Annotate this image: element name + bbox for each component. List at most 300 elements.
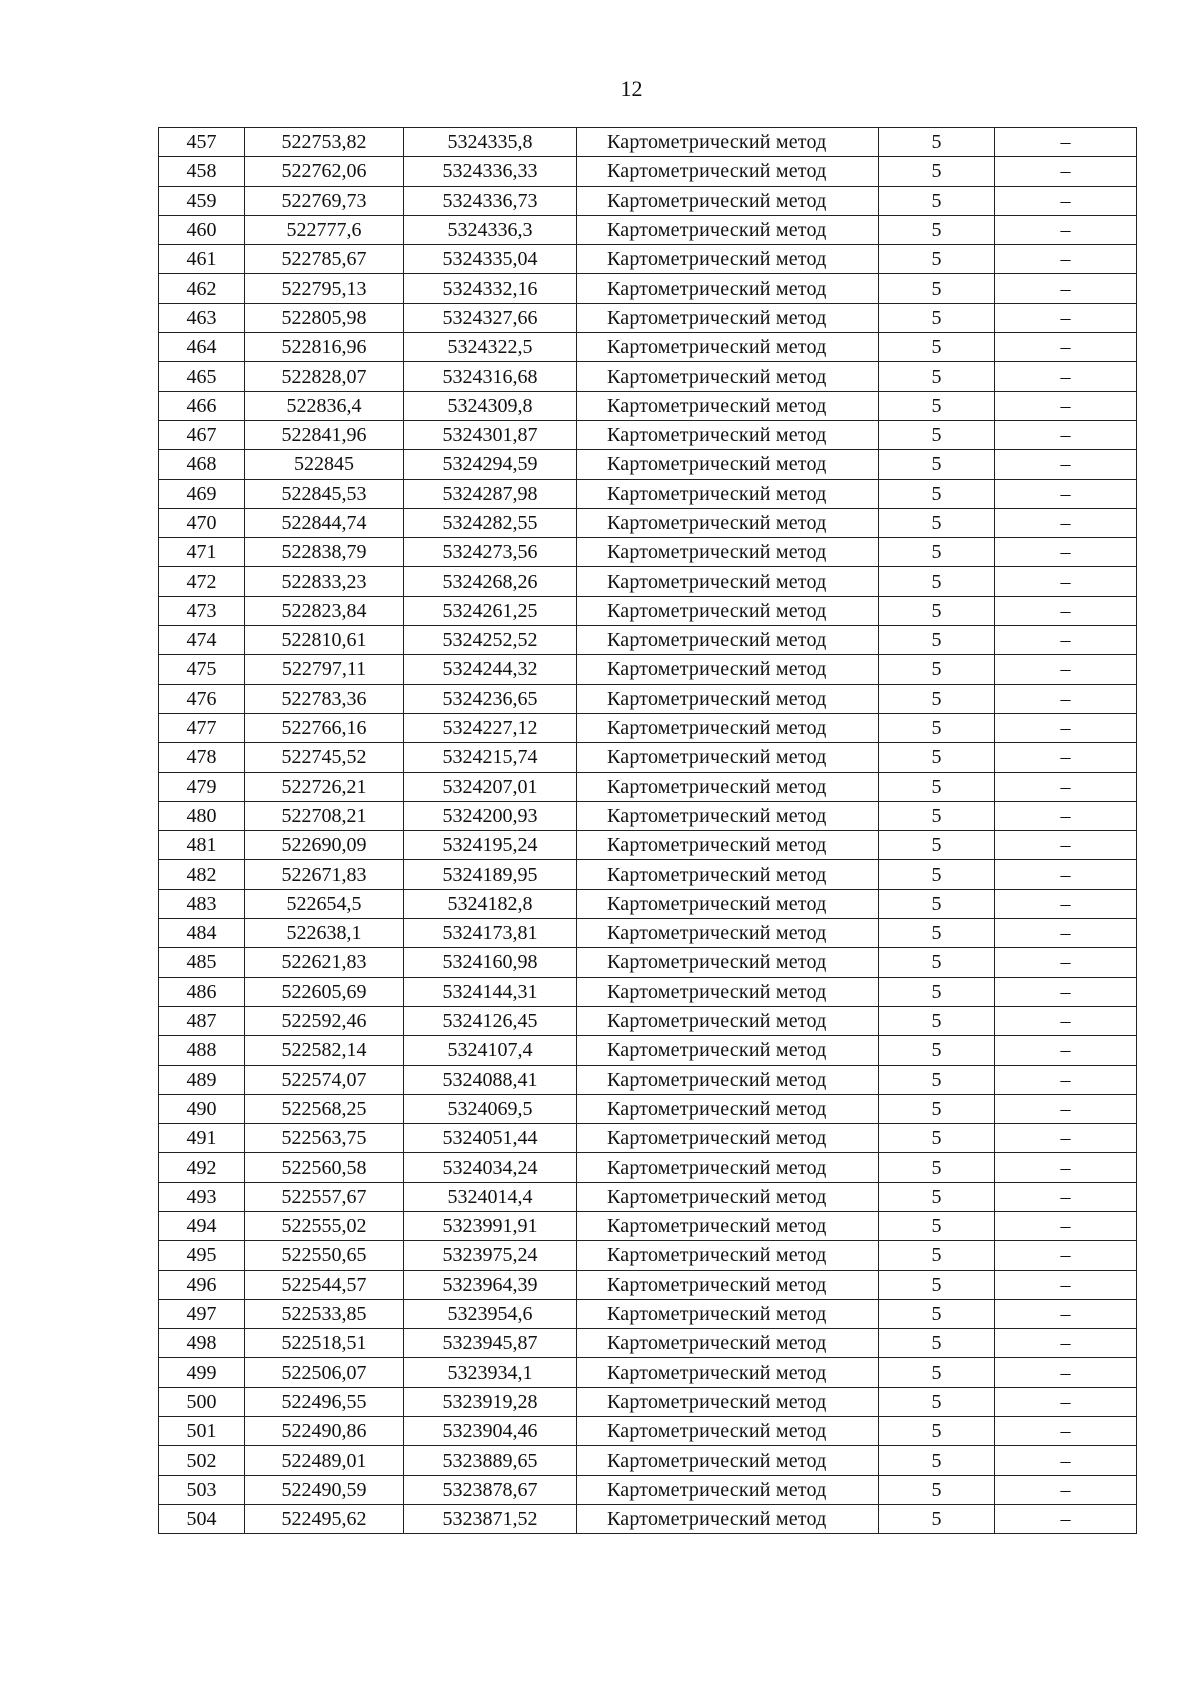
description-cell: – [995, 1211, 1137, 1240]
x-coordinate-cell: 522690,09 [245, 831, 404, 860]
y-coordinate-cell: 5324173,81 [404, 919, 577, 948]
method-cell: Картометрический метод [577, 596, 879, 625]
table-row [159, 626, 1137, 655]
x-coordinate-cell: 522836,4 [245, 391, 404, 420]
method-cell: Картометрический метод [577, 508, 879, 537]
description-cell: – [995, 1417, 1137, 1446]
accuracy-cell: 5 [879, 245, 995, 274]
description-cell: – [995, 1124, 1137, 1153]
method-cell: Картометрический метод [577, 772, 879, 801]
description-cell: – [995, 1182, 1137, 1211]
y-coordinate-cell: 5324336,33 [404, 157, 577, 186]
y-coordinate-cell: 5324069,5 [404, 1094, 577, 1123]
y-coordinate-cell: 5324215,74 [404, 743, 577, 772]
table-row [159, 860, 1137, 889]
table-row [159, 1065, 1137, 1094]
point-number-cell: 459 [159, 186, 245, 215]
x-coordinate-cell: 522845,53 [245, 479, 404, 508]
method-cell: Картометрический метод [577, 1065, 879, 1094]
y-coordinate-cell: 5324301,87 [404, 420, 577, 449]
y-coordinate-cell: 5324336,3 [404, 215, 577, 244]
method-cell: Картометрический метод [577, 1358, 879, 1387]
y-coordinate-cell: 5324051,44 [404, 1124, 577, 1153]
accuracy-cell: 5 [879, 1270, 995, 1299]
description-cell: – [995, 1153, 1137, 1182]
point-number-cell: 495 [159, 1241, 245, 1270]
description-cell: – [995, 1358, 1137, 1387]
method-cell: Картометрический метод [577, 1446, 879, 1475]
y-coordinate-cell: 5324252,52 [404, 626, 577, 655]
method-cell: Картометрический метод [577, 1124, 879, 1153]
accuracy-cell: 5 [879, 1475, 995, 1504]
method-cell: Картометрический метод [577, 215, 879, 244]
method-cell: Картометрический метод [577, 567, 879, 596]
accuracy-cell: 5 [879, 538, 995, 567]
x-coordinate-cell: 522557,67 [245, 1182, 404, 1211]
description-cell: – [995, 655, 1137, 684]
x-coordinate-cell: 522544,57 [245, 1270, 404, 1299]
method-cell: Картометрический метод [577, 1036, 879, 1065]
y-coordinate-cell: 5324144,31 [404, 977, 577, 1006]
description-cell: – [995, 860, 1137, 889]
point-number-cell: 500 [159, 1387, 245, 1416]
description-cell: – [995, 1006, 1137, 1035]
description-cell: – [995, 801, 1137, 830]
method-cell: Картометрический метод [577, 1299, 879, 1328]
description-cell: – [995, 831, 1137, 860]
y-coordinate-cell: 5324327,66 [404, 303, 577, 332]
accuracy-cell: 5 [879, 420, 995, 449]
x-coordinate-cell: 522605,69 [245, 977, 404, 1006]
x-coordinate-cell: 522518,51 [245, 1329, 404, 1358]
description-cell: – [995, 977, 1137, 1006]
accuracy-cell: 5 [879, 1504, 995, 1533]
table-row [159, 215, 1137, 244]
method-cell: Картометрический метод [577, 889, 879, 918]
point-number-cell: 473 [159, 596, 245, 625]
accuracy-cell: 5 [879, 801, 995, 830]
method-cell: Картометрический метод [577, 362, 879, 391]
point-number-cell: 466 [159, 391, 245, 420]
accuracy-cell: 5 [879, 889, 995, 918]
x-coordinate-cell: 522621,83 [245, 948, 404, 977]
method-cell: Картометрический метод [577, 1006, 879, 1035]
point-number-cell: 469 [159, 479, 245, 508]
accuracy-cell: 5 [879, 1182, 995, 1211]
point-number-cell: 502 [159, 1446, 245, 1475]
point-number-cell: 477 [159, 713, 245, 742]
method-cell: Картометрический метод [577, 1417, 879, 1446]
method-cell: Картометрический метод [577, 245, 879, 274]
table-row [159, 157, 1137, 186]
method-cell: Картометрический метод [577, 948, 879, 977]
table-row [159, 362, 1137, 391]
y-coordinate-cell: 5324332,16 [404, 274, 577, 303]
point-number-cell: 504 [159, 1504, 245, 1533]
y-coordinate-cell: 5323934,1 [404, 1358, 577, 1387]
accuracy-cell: 5 [879, 274, 995, 303]
accuracy-cell: 5 [879, 919, 995, 948]
point-number-cell: 475 [159, 655, 245, 684]
method-cell: Картометрический метод [577, 479, 879, 508]
x-coordinate-cell: 522828,07 [245, 362, 404, 391]
coordinates-table [158, 127, 1137, 1534]
accuracy-cell: 5 [879, 1065, 995, 1094]
table-row [159, 684, 1137, 713]
y-coordinate-cell: 5323904,46 [404, 1417, 577, 1446]
method-cell: Картометрический метод [577, 684, 879, 713]
point-number-cell: 458 [159, 157, 245, 186]
y-coordinate-cell: 5323954,6 [404, 1299, 577, 1328]
y-coordinate-cell: 5323964,39 [404, 1270, 577, 1299]
point-number-cell: 486 [159, 977, 245, 1006]
point-number-cell: 465 [159, 362, 245, 391]
table-row [159, 1358, 1137, 1387]
accuracy-cell: 5 [879, 1417, 995, 1446]
description-cell: – [995, 391, 1137, 420]
accuracy-cell: 5 [879, 1387, 995, 1416]
description-cell: – [995, 420, 1137, 449]
point-number-cell: 494 [159, 1211, 245, 1240]
point-number-cell: 482 [159, 860, 245, 889]
table-row [159, 1153, 1137, 1182]
y-coordinate-cell: 5323991,91 [404, 1211, 577, 1240]
point-number-cell: 497 [159, 1299, 245, 1328]
method-cell: Картометрический метод [577, 1329, 879, 1358]
x-coordinate-cell: 522810,61 [245, 626, 404, 655]
method-cell: Картометрический метод [577, 860, 879, 889]
accuracy-cell: 5 [879, 1446, 995, 1475]
table-row [159, 713, 1137, 742]
y-coordinate-cell: 5323889,65 [404, 1446, 577, 1475]
point-number-cell: 467 [159, 420, 245, 449]
description-cell: – [995, 157, 1137, 186]
method-cell: Картометрический метод [577, 274, 879, 303]
point-number-cell: 464 [159, 333, 245, 362]
accuracy-cell: 5 [879, 186, 995, 215]
y-coordinate-cell: 5324088,41 [404, 1065, 577, 1094]
method-cell: Картометрический метод [577, 977, 879, 1006]
accuracy-cell: 5 [879, 508, 995, 537]
point-number-cell: 468 [159, 450, 245, 479]
y-coordinate-cell: 5323919,28 [404, 1387, 577, 1416]
x-coordinate-cell: 522841,96 [245, 420, 404, 449]
description-cell: – [995, 1475, 1137, 1504]
description-cell: – [995, 479, 1137, 508]
y-coordinate-cell: 5324287,98 [404, 479, 577, 508]
table-row [159, 1270, 1137, 1299]
x-coordinate-cell: 522783,36 [245, 684, 404, 713]
description-cell: – [995, 128, 1137, 157]
point-number-cell: 470 [159, 508, 245, 537]
table-row [159, 128, 1137, 157]
description-cell: – [995, 1036, 1137, 1065]
accuracy-cell: 5 [879, 596, 995, 625]
x-coordinate-cell: 522506,07 [245, 1358, 404, 1387]
table-row [159, 391, 1137, 420]
x-coordinate-cell: 522838,79 [245, 538, 404, 567]
description-cell: – [995, 772, 1137, 801]
description-cell: – [995, 1387, 1137, 1416]
point-number-cell: 479 [159, 772, 245, 801]
description-cell: – [995, 919, 1137, 948]
x-coordinate-cell: 522766,16 [245, 713, 404, 742]
method-cell: Картометрический метод [577, 1241, 879, 1270]
point-number-cell: 462 [159, 274, 245, 303]
point-number-cell: 460 [159, 215, 245, 244]
description-cell: – [995, 743, 1137, 772]
method-cell: Картометрический метод [577, 128, 879, 157]
method-cell: Картометрический метод [577, 1094, 879, 1123]
accuracy-cell: 5 [879, 1299, 995, 1328]
point-number-cell: 483 [159, 889, 245, 918]
point-number-cell: 484 [159, 919, 245, 948]
table-row [159, 567, 1137, 596]
description-cell: – [995, 362, 1137, 391]
description-cell: – [995, 450, 1137, 479]
point-number-cell: 474 [159, 626, 245, 655]
method-cell: Картометрический метод [577, 333, 879, 362]
x-coordinate-cell: 522555,02 [245, 1211, 404, 1240]
accuracy-cell: 5 [879, 655, 995, 684]
point-number-cell: 471 [159, 538, 245, 567]
method-cell: Картометрический метод [577, 831, 879, 860]
method-cell: Картометрический метод [577, 303, 879, 332]
accuracy-cell: 5 [879, 333, 995, 362]
table-row [159, 479, 1137, 508]
x-coordinate-cell: 522769,73 [245, 186, 404, 215]
x-coordinate-cell: 522816,96 [245, 333, 404, 362]
description-cell: – [995, 1241, 1137, 1270]
x-coordinate-cell: 522592,46 [245, 1006, 404, 1035]
table-row [159, 889, 1137, 918]
point-number-cell: 496 [159, 1270, 245, 1299]
description-cell: – [995, 245, 1137, 274]
table-row [159, 948, 1137, 977]
table-row [159, 1241, 1137, 1270]
x-coordinate-cell: 522563,75 [245, 1124, 404, 1153]
method-cell: Картометрический метод [577, 713, 879, 742]
table-row [159, 1329, 1137, 1358]
accuracy-cell: 5 [879, 450, 995, 479]
accuracy-cell: 5 [879, 1036, 995, 1065]
table-row [159, 831, 1137, 860]
table-row [159, 655, 1137, 684]
x-coordinate-cell: 522671,83 [245, 860, 404, 889]
y-coordinate-cell: 5324244,32 [404, 655, 577, 684]
y-coordinate-cell: 5324268,26 [404, 567, 577, 596]
description-cell: – [995, 1329, 1137, 1358]
table-row [159, 1094, 1137, 1123]
table-row [159, 1475, 1137, 1504]
method-cell: Картометрический метод [577, 1475, 879, 1504]
table-row [159, 1006, 1137, 1035]
table-row [159, 1446, 1137, 1475]
x-coordinate-cell: 522785,67 [245, 245, 404, 274]
accuracy-cell: 5 [879, 1153, 995, 1182]
accuracy-cell: 5 [879, 831, 995, 860]
x-coordinate-cell: 522550,65 [245, 1241, 404, 1270]
point-number-cell: 498 [159, 1329, 245, 1358]
table-row [159, 420, 1137, 449]
table-row [159, 596, 1137, 625]
y-coordinate-cell: 5324282,55 [404, 508, 577, 537]
accuracy-cell: 5 [879, 684, 995, 713]
description-cell: – [995, 508, 1137, 537]
coordinates-table-body [159, 128, 1137, 1534]
x-coordinate-cell: 522638,1 [245, 919, 404, 948]
accuracy-cell: 5 [879, 1211, 995, 1240]
table-row [159, 919, 1137, 948]
method-cell: Картометрический метод [577, 420, 879, 449]
point-number-cell: 493 [159, 1182, 245, 1211]
y-coordinate-cell: 5324014,4 [404, 1182, 577, 1211]
x-coordinate-cell: 522496,55 [245, 1387, 404, 1416]
table-row [159, 1387, 1137, 1416]
accuracy-cell: 5 [879, 303, 995, 332]
description-cell: – [995, 186, 1137, 215]
accuracy-cell: 5 [879, 713, 995, 742]
accuracy-cell: 5 [879, 1094, 995, 1123]
accuracy-cell: 5 [879, 128, 995, 157]
y-coordinate-cell: 5324261,25 [404, 596, 577, 625]
point-number-cell: 489 [159, 1065, 245, 1094]
accuracy-cell: 5 [879, 215, 995, 244]
page-number: 12 [620, 76, 643, 101]
x-coordinate-cell: 522490,86 [245, 1417, 404, 1446]
method-cell: Картометрический метод [577, 655, 879, 684]
x-coordinate-cell: 522762,06 [245, 157, 404, 186]
point-number-cell: 492 [159, 1153, 245, 1182]
x-coordinate-cell: 522726,21 [245, 772, 404, 801]
description-cell: – [995, 1446, 1137, 1475]
method-cell: Картометрический метод [577, 157, 879, 186]
y-coordinate-cell: 5324182,8 [404, 889, 577, 918]
table-row [159, 333, 1137, 362]
point-number-cell: 503 [159, 1475, 245, 1504]
description-cell: – [995, 948, 1137, 977]
description-cell: – [995, 626, 1137, 655]
x-coordinate-cell: 522823,84 [245, 596, 404, 625]
accuracy-cell: 5 [879, 948, 995, 977]
accuracy-cell: 5 [879, 157, 995, 186]
table-row [159, 1124, 1137, 1153]
y-coordinate-cell: 5324195,24 [404, 831, 577, 860]
description-cell: – [995, 596, 1137, 625]
x-coordinate-cell: 522533,85 [245, 1299, 404, 1328]
description-cell: – [995, 889, 1137, 918]
y-coordinate-cell: 5323878,67 [404, 1475, 577, 1504]
x-coordinate-cell: 522654,5 [245, 889, 404, 918]
table-row [159, 1182, 1137, 1211]
description-cell: – [995, 1299, 1137, 1328]
x-coordinate-cell: 522560,58 [245, 1153, 404, 1182]
y-coordinate-cell: 5324322,5 [404, 333, 577, 362]
table-row [159, 977, 1137, 1006]
table-row [159, 1504, 1137, 1533]
method-cell: Картометрический метод [577, 743, 879, 772]
y-coordinate-cell: 5324336,73 [404, 186, 577, 215]
y-coordinate-cell: 5324273,56 [404, 538, 577, 567]
method-cell: Картометрический метод [577, 538, 879, 567]
accuracy-cell: 5 [879, 1241, 995, 1270]
point-number-cell: 490 [159, 1094, 245, 1123]
accuracy-cell: 5 [879, 743, 995, 772]
accuracy-cell: 5 [879, 362, 995, 391]
table-row [159, 743, 1137, 772]
y-coordinate-cell: 5324189,95 [404, 860, 577, 889]
x-coordinate-cell: 522805,98 [245, 303, 404, 332]
x-coordinate-cell: 522495,62 [245, 1504, 404, 1533]
accuracy-cell: 5 [879, 977, 995, 1006]
x-coordinate-cell: 522708,21 [245, 801, 404, 830]
method-cell: Картометрический метод [577, 391, 879, 420]
method-cell: Картометрический метод [577, 919, 879, 948]
description-cell: – [995, 567, 1137, 596]
y-coordinate-cell: 5323871,52 [404, 1504, 577, 1533]
table-row [159, 801, 1137, 830]
method-cell: Картометрический метод [577, 186, 879, 215]
x-coordinate-cell: 522753,82 [245, 128, 404, 157]
y-coordinate-cell: 5324309,8 [404, 391, 577, 420]
description-cell: – [995, 538, 1137, 567]
table-row [159, 245, 1137, 274]
accuracy-cell: 5 [879, 391, 995, 420]
description-cell: – [995, 713, 1137, 742]
x-coordinate-cell: 522489,01 [245, 1446, 404, 1475]
x-coordinate-cell: 522574,07 [245, 1065, 404, 1094]
description-cell: – [995, 684, 1137, 713]
table-row [159, 1299, 1137, 1328]
point-number-cell: 457 [159, 128, 245, 157]
accuracy-cell: 5 [879, 860, 995, 889]
y-coordinate-cell: 5324316,68 [404, 362, 577, 391]
x-coordinate-cell: 522582,14 [245, 1036, 404, 1065]
point-number-cell: 487 [159, 1006, 245, 1035]
x-coordinate-cell: 522745,52 [245, 743, 404, 772]
method-cell: Картометрический метод [577, 1153, 879, 1182]
accuracy-cell: 5 [879, 772, 995, 801]
y-coordinate-cell: 5324107,4 [404, 1036, 577, 1065]
y-coordinate-cell: 5324236,65 [404, 684, 577, 713]
y-coordinate-cell: 5324294,59 [404, 450, 577, 479]
method-cell: Картометрический метод [577, 1504, 879, 1533]
y-coordinate-cell: 5324335,8 [404, 128, 577, 157]
x-coordinate-cell: 522833,23 [245, 567, 404, 596]
method-cell: Картометрический метод [577, 801, 879, 830]
x-coordinate-cell: 522795,13 [245, 274, 404, 303]
x-coordinate-cell: 522845 [245, 450, 404, 479]
y-coordinate-cell: 5324160,98 [404, 948, 577, 977]
description-cell: – [995, 1270, 1137, 1299]
description-cell: – [995, 215, 1137, 244]
point-number-cell: 461 [159, 245, 245, 274]
accuracy-cell: 5 [879, 1006, 995, 1035]
accuracy-cell: 5 [879, 479, 995, 508]
point-number-cell: 501 [159, 1417, 245, 1446]
method-cell: Картометрический метод [577, 626, 879, 655]
table-row [159, 1036, 1137, 1065]
y-coordinate-cell: 5323975,24 [404, 1241, 577, 1270]
x-coordinate-cell: 522777,6 [245, 215, 404, 244]
table-row [159, 450, 1137, 479]
y-coordinate-cell: 5324335,04 [404, 245, 577, 274]
point-number-cell: 485 [159, 948, 245, 977]
description-cell: – [995, 303, 1137, 332]
table-row [159, 274, 1137, 303]
point-number-cell: 491 [159, 1124, 245, 1153]
accuracy-cell: 5 [879, 626, 995, 655]
